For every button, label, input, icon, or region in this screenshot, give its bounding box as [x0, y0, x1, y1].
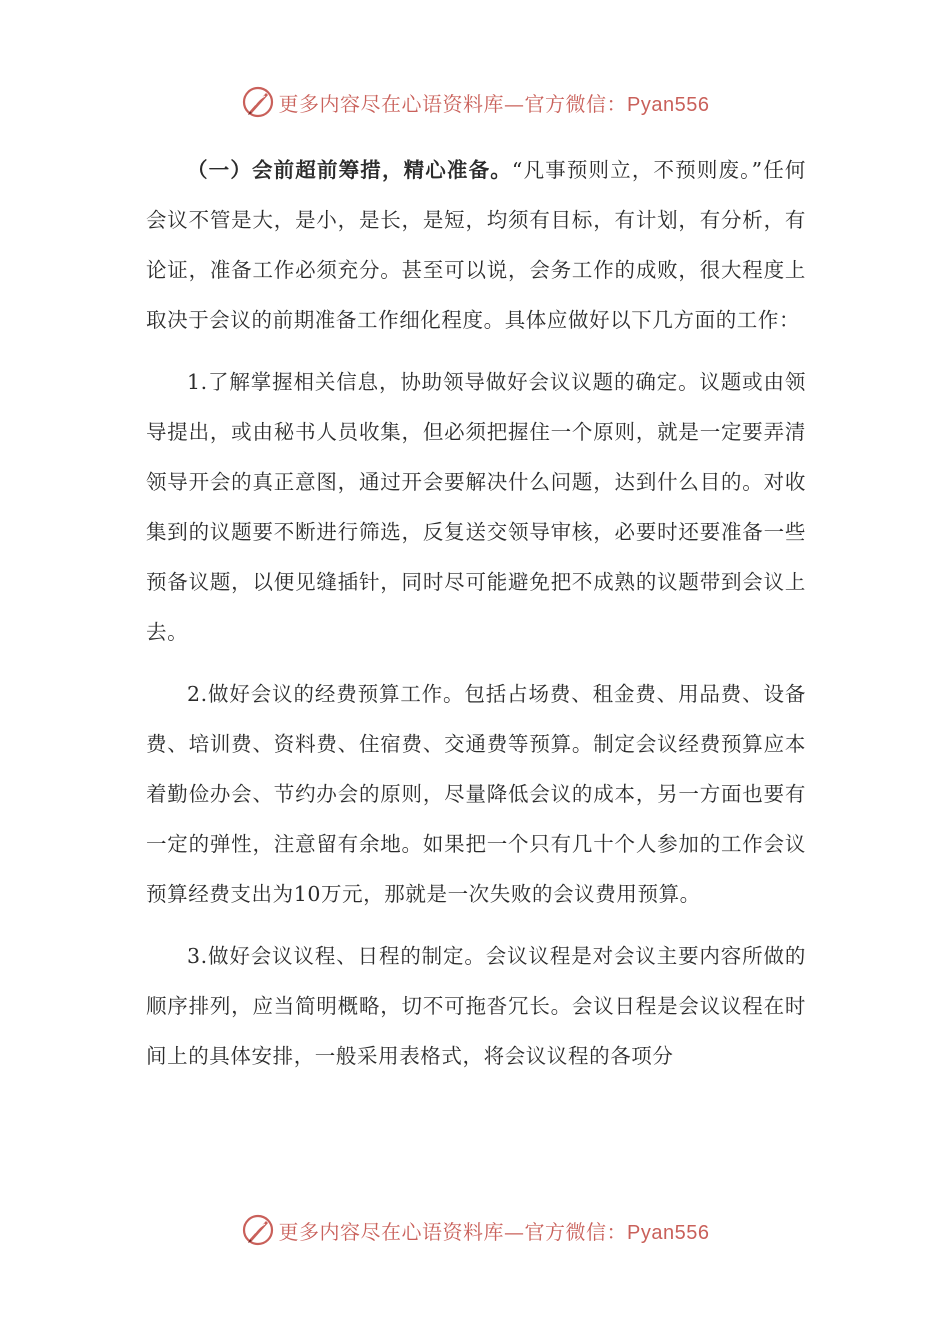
header-wechat-id: Pyan556 — [627, 93, 710, 116]
item-3-paragraph: 3.做好会议议程、日程的制定。会议议程是对会议主要内容所做的顺序排列，应当简明概略，切不可拖沓冗长。会议日程是会议议程在时间上的具体安排，一般采用表格式，将会议议程的各项分 — [146, 944, 806, 1068]
footer-banner-text — [279, 1216, 710, 1245]
section-heading: （一）会前超前筹措，精心准备。 — [187, 158, 512, 182]
footer-banner — [0, 1210, 950, 1250]
quill-logo-icon — [241, 85, 275, 119]
quill-logo-icon — [241, 1213, 275, 1247]
footer-wechat-id: Pyan556 — [627, 1221, 710, 1244]
header-banner-text — [279, 88, 710, 117]
footer-banner-label: 更多内容尽在心语资料库—官方微信： — [278, 1219, 628, 1244]
item-1-paragraph: 1.了解掌握相关信息，协助领导做好会议议题的确定。议题或由领导提出，或由秘书人员收集，但必须把握住一个原则，就是一定要弄清领导开会的真正意图，通过开会要解决什么问题，达到什么目的。对收集到的议题要不断进行筛选，反复送交领导审核，必要时还要准备一些预备议题，以便见缝插针，同时尽可能避免把不成熟的议题带到会议上去。 — [146, 370, 806, 644]
section-intro-text: “凡事预则立，不预则废。”任何会议不管是大，是小，是长，是短，均须有目标，有计划，有分析，有论证，准备工作必须充分。甚至可以说，会务工作的成败，很大程度上取决于会议的前期准备工作细化程度。具体应做好以下几方面的工作： — [146, 158, 806, 332]
document-body — [146, 145, 806, 1081]
section-intro-paragraph — [146, 145, 806, 345]
item-2-paragraph: 2.做好会议的经费预算工作。包括占场费、租金费、用品费、设备费、培训费、资料费、住宿费、交通费等预算。制定会议经费预算应本着勤俭办会、节约办会的原则，尽量降低会议的成本，另一方面也要有一定的弹性，注意留有余地。如果把一个只有几十个人参加的工作会议预算经费支出为10万元，那就是一次失败的会议费用预算。 — [146, 682, 806, 906]
header-banner — [0, 82, 950, 122]
header-banner-label: 更多内容尽在心语资料库—官方微信： — [278, 91, 628, 116]
